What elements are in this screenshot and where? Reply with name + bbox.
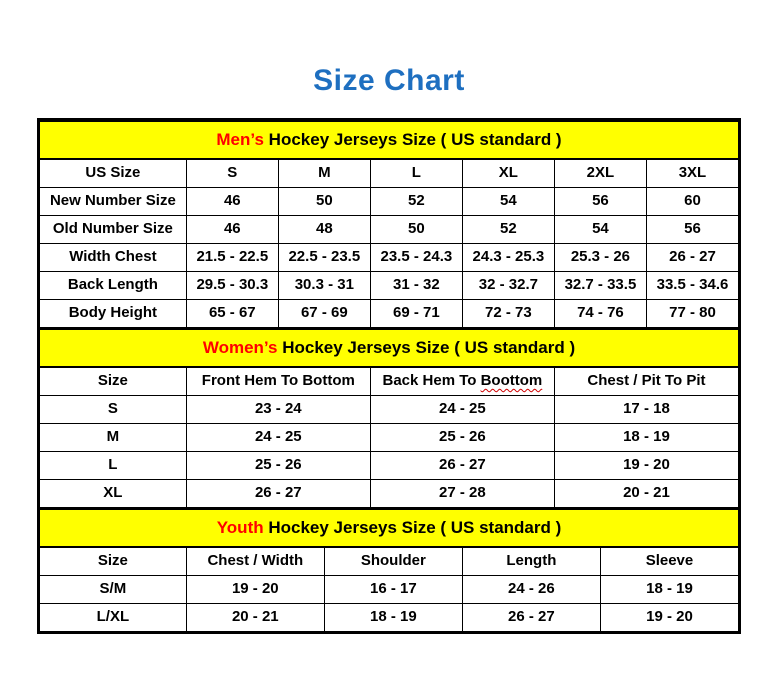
table-cell: 32.7 - 33.5	[554, 272, 646, 300]
column-header: Size	[40, 547, 187, 576]
row-label: XL	[40, 480, 187, 508]
mens-section-highlight: Men’s	[216, 130, 264, 149]
table-cell: 16 - 17	[324, 576, 462, 604]
table-cell: 46	[186, 188, 278, 216]
table-cell: 19 - 20	[186, 576, 324, 604]
table-row	[40, 216, 739, 244]
row-label: Back Length	[40, 272, 187, 300]
column-header: Length	[462, 547, 600, 576]
table-cell: 54	[462, 188, 554, 216]
column-header: US Size	[40, 159, 187, 188]
youth-section-title: Hockey Jerseys Size ( US standard )	[268, 518, 562, 537]
table-cell: 18 - 19	[554, 424, 738, 452]
row-label: M	[40, 424, 187, 452]
column-header: Front Hem To Bottom	[186, 367, 370, 396]
page-title: Size Chart	[313, 64, 465, 97]
womens-section-header	[40, 329, 739, 367]
table-cell: 26 - 27	[186, 480, 370, 508]
column-header: S	[186, 159, 278, 188]
table-cell: 25 - 26	[186, 452, 370, 480]
table-cell: 19 - 20	[554, 452, 738, 480]
table-cell: 74 - 76	[554, 300, 646, 328]
misspelled-word: Boottom	[480, 372, 543, 389]
table-cell: 69 - 71	[370, 300, 462, 328]
column-header: L	[370, 159, 462, 188]
table-cell: 67 - 69	[278, 300, 370, 328]
table-row	[40, 272, 739, 300]
youth-section-highlight: Youth	[216, 518, 264, 537]
column-header: Sleeve	[600, 547, 738, 576]
column-header-text: Back Hem To	[382, 372, 477, 389]
table-cell: 25 - 26	[370, 424, 554, 452]
table-cell: 33.5 - 34.6	[646, 272, 738, 300]
youth-column-header-row	[40, 547, 739, 576]
table-cell: 25.3 - 26	[554, 244, 646, 272]
table-cell: 24.3 - 25.3	[462, 244, 554, 272]
womens-column-header-row	[40, 367, 739, 396]
row-label: Old Number Size	[40, 216, 187, 244]
table-row	[40, 396, 739, 424]
mens-section-title: Hockey Jerseys Size ( US standard )	[268, 130, 562, 149]
youth-size-table	[39, 508, 739, 632]
table-cell: 23 - 24	[186, 396, 370, 424]
table-cell: 30.3 - 31	[278, 272, 370, 300]
table-cell: 21.5 - 22.5	[186, 244, 278, 272]
table-cell: 26 - 27	[646, 244, 738, 272]
table-cell: 52	[370, 188, 462, 216]
mens-section-header	[40, 121, 739, 159]
table-cell: 72 - 73	[462, 300, 554, 328]
table-cell: 20 - 21	[554, 480, 738, 508]
table-row	[40, 604, 739, 632]
table-cell: 18 - 19	[324, 604, 462, 632]
womens-size-table	[39, 328, 739, 508]
table-cell: 31 - 32	[370, 272, 462, 300]
table-cell: 52	[462, 216, 554, 244]
row-label: Body Height	[40, 300, 187, 328]
row-label: L/XL	[40, 604, 187, 632]
table-cell: 26 - 27	[370, 452, 554, 480]
size-chart-tables	[37, 118, 741, 634]
table-cell: 60	[646, 188, 738, 216]
table-cell: 56	[554, 188, 646, 216]
table-cell: 18 - 19	[600, 576, 738, 604]
table-row	[40, 452, 739, 480]
table-cell: 77 - 80	[646, 300, 738, 328]
table-cell: 50	[278, 188, 370, 216]
column-header: XL	[462, 159, 554, 188]
table-row	[40, 576, 739, 604]
table-cell: 20 - 21	[186, 604, 324, 632]
table-row	[40, 188, 739, 216]
table-cell: 24 - 25	[186, 424, 370, 452]
table-cell: 26 - 27	[462, 604, 600, 632]
table-cell: 29.5 - 30.3	[186, 272, 278, 300]
womens-section-title: Hockey Jerseys Size ( US standard )	[282, 338, 576, 357]
column-header: 3XL	[646, 159, 738, 188]
table-cell: 24 - 25	[370, 396, 554, 424]
table-row	[40, 424, 739, 452]
column-header: Chest / Pit To Pit	[554, 367, 738, 396]
column-header: Chest / Width	[186, 547, 324, 576]
table-cell: 54	[554, 216, 646, 244]
table-cell: 23.5 - 24.3	[370, 244, 462, 272]
mens-size-table	[39, 120, 739, 328]
row-label: S	[40, 396, 187, 424]
row-label: L	[40, 452, 187, 480]
column-header: Shoulder	[324, 547, 462, 576]
column-header: 2XL	[554, 159, 646, 188]
column-header: Size	[40, 367, 187, 396]
column-header: M	[278, 159, 370, 188]
table-cell: 22.5 - 23.5	[278, 244, 370, 272]
mens-column-header-row	[40, 159, 739, 188]
table-cell: 65 - 67	[186, 300, 278, 328]
table-cell: 46	[186, 216, 278, 244]
table-cell: 19 - 20	[600, 604, 738, 632]
row-label: Width Chest	[40, 244, 187, 272]
youth-section-header	[40, 509, 739, 547]
column-header	[370, 367, 554, 396]
table-cell: 48	[278, 216, 370, 244]
table-row	[40, 300, 739, 328]
table-cell: 56	[646, 216, 738, 244]
table-cell: 50	[370, 216, 462, 244]
table-cell: 17 - 18	[554, 396, 738, 424]
womens-section-highlight: Women’s	[202, 338, 278, 357]
row-label: S/M	[40, 576, 187, 604]
table-row	[40, 480, 739, 508]
table-row	[40, 244, 739, 272]
table-cell: 27 - 28	[370, 480, 554, 508]
row-label: New Number Size	[40, 188, 187, 216]
table-cell: 24 - 26	[462, 576, 600, 604]
table-cell: 32 - 32.7	[462, 272, 554, 300]
